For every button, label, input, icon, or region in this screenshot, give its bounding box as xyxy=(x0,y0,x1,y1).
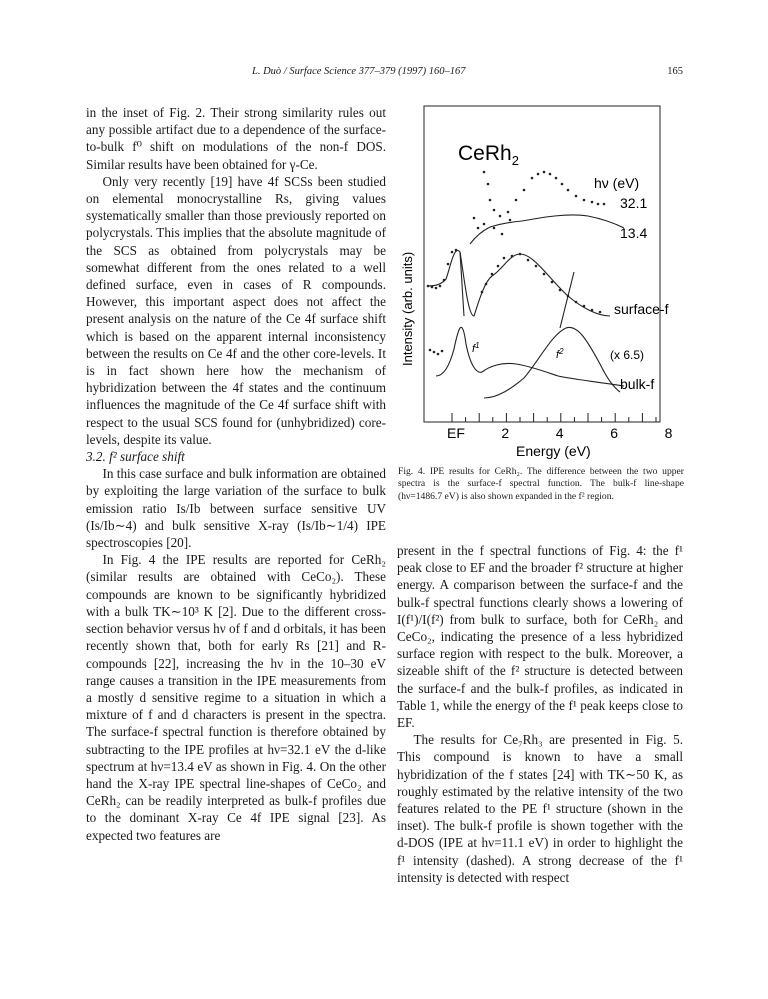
data-point xyxy=(429,349,432,352)
data-point xyxy=(483,171,486,174)
data-point xyxy=(441,350,444,353)
data-point xyxy=(451,251,454,254)
data-point xyxy=(583,199,586,202)
spectrum-bulk-f-expanded xyxy=(484,327,620,398)
label-f1: $f^1$ xyxy=(472,341,480,355)
data-point xyxy=(493,227,496,230)
ipe-spectra-plot xyxy=(398,104,686,460)
data-point xyxy=(575,195,578,198)
data-point xyxy=(435,287,438,290)
data-point xyxy=(537,173,540,176)
data-point xyxy=(597,203,600,206)
data-point xyxy=(489,199,492,202)
data-point xyxy=(503,257,506,260)
data-point xyxy=(427,285,430,288)
data-point xyxy=(567,295,570,298)
data-point xyxy=(439,285,442,288)
running-header xyxy=(0,66,768,82)
data-point xyxy=(487,183,490,186)
data-point xyxy=(447,263,450,266)
page-number: 165 xyxy=(667,66,683,77)
data-point xyxy=(491,273,494,276)
x-tick-label: 6 xyxy=(610,425,618,441)
label-f2: $f^2$ xyxy=(556,347,564,361)
data-point xyxy=(501,233,504,236)
data-point xyxy=(583,305,586,308)
x-tick-label: 8 xyxy=(664,425,673,441)
paragraph: The results for Ce₇Rh₃ are presented in Fig. 5. This compound is known to have a small hybridization of the f states [24] with TK∼50 K, as roughly estimated by the relative intensity of the two features related to the PE f¹ structure (shown in the inset). The bulk-f profile is shown together with the d-DOS (IPE at hν=11.1 eV) in order to highlight the f¹ intensity (dashed). A strong decrease of the f¹ intensity is detected with respect xyxy=(397,732,683,885)
data-point xyxy=(497,265,500,268)
data-point xyxy=(555,177,558,180)
x-axis-tick-labels xyxy=(447,425,673,441)
paragraph: present in the f spectral functions of Fig. 4: the f¹ peak close to EF and the broader f² structure at higher energy. A comparison between the surface-f and the bulk-f spectral functions clearly shows a lowering of I(f¹)/I(f²) from bulk to surface, both for CeRh₂ and CeCo₂, indicating the presence of a less hybridized surface region with respect to the bulk. Moreover, a sizeable shift of the f² structure is detected between the surface-f and the bulk-f profiles, as indicated in Table 1, while the energy of the f¹ peak keeps close to EF. xyxy=(397,543,683,731)
data-point xyxy=(535,265,538,268)
data-point xyxy=(561,183,564,186)
data-point xyxy=(559,289,562,292)
paragraph: In this case surface and bulk information are obtained by exploiting the large variation of the surface to bulk emission ratio Is/Ib between surface sensitive UV (Is/Ib∼4) and bulk sensitive X-ray (Is/Ib∼1/4) IPE spectroscopies [20]. xyxy=(86,466,386,551)
data-point xyxy=(531,177,534,180)
right-column xyxy=(397,542,683,886)
spectrum-13-4 xyxy=(470,215,624,244)
data-point xyxy=(437,353,440,356)
data-point xyxy=(543,171,546,174)
y-axis-label: Intensity (arb. units) xyxy=(400,251,415,366)
label-32-1: 32.1 xyxy=(620,195,648,211)
data-point xyxy=(523,189,526,192)
x-axis-label: Energy (eV) xyxy=(516,443,591,459)
data-point xyxy=(599,311,602,314)
data-point xyxy=(485,283,488,286)
x-tick-label: 2 xyxy=(501,425,510,441)
x-tick-label: EF xyxy=(447,425,465,441)
data-point xyxy=(433,351,436,354)
data-point xyxy=(591,201,594,204)
paragraph: In Fig. 4 the IPE results are reported for CeRh₂ (similar results are obtained with CeCo₂). These compounds are known to be significantly hybridized with a bulk TK∼10³ K [2]. Due to the different cross-section behavior versus hν of f and d orbitals, it has been recently shown that, both for early Rs [21] and R-compounds [22], increasing the hν in the 10–30 eV range causes a transition in the IPE measurements from a mostly d sensitive regime to a situation in which a mixture of f and d characters is present in the spectra. The surface-f spectral function is therefore obtained by subtracting to the IPE profiles at hν=32.1 eV the d-like spectrum at hν=13.4 eV as shown in Fig. 4. On the other hand the X-ray IPE spectral line-shapes of CeCo₂ and CeRh₂ can be readily interpreted as bulk-f profiles due to the dominant X-ray Ce 4f IPE signal [23]. As expected two features are xyxy=(86,552,386,843)
left-column xyxy=(86,104,386,844)
label-13-4: 13.4 xyxy=(620,225,648,241)
x-tick-label: 4 xyxy=(555,425,564,441)
compound-label: CeRh$_2$ xyxy=(458,142,519,168)
data-point xyxy=(515,199,518,202)
data-points xyxy=(427,171,606,356)
f2-marker xyxy=(560,272,574,328)
label-x6-5: (x 6.5) xyxy=(610,348,645,362)
running-head: L. Duò / Surface Science 377–379 (1997) 160–167 xyxy=(252,66,466,77)
data-point xyxy=(511,255,514,258)
data-point xyxy=(591,309,594,312)
data-point xyxy=(603,203,606,206)
data-point xyxy=(493,209,496,212)
data-point xyxy=(473,217,476,220)
data-point xyxy=(575,301,578,304)
data-point xyxy=(481,291,484,294)
data-point xyxy=(443,279,446,282)
data-point xyxy=(477,227,480,230)
label-bulk-f: bulk-f xyxy=(620,376,655,392)
data-point xyxy=(455,249,458,252)
data-point xyxy=(527,259,530,262)
data-point xyxy=(499,215,502,218)
x-axis-ticks xyxy=(452,413,656,422)
figure-4 xyxy=(398,104,686,460)
spectrum-surface-f xyxy=(428,250,610,316)
paragraph: in the inset of Fig. 2. Their strong similarity rules out any possible artifact due to a dependence of the surface-to-bulk f⁰ shift on modulations of the non-f DOS. Similar results have been obtained for γ-Ce. xyxy=(86,105,386,172)
data-point xyxy=(551,281,554,284)
data-point xyxy=(483,223,486,226)
section-title: 3.2. f² surface shift xyxy=(86,449,185,465)
data-point xyxy=(543,273,546,276)
data-point xyxy=(549,173,552,176)
figure-caption: Fig. 4. IPE results for CeRh₂. The difference between the two upper spectra is the surface-f spectral function. The bulk-f line-shape (hν=1486.7 eV) is also shown expanded in the f² region. xyxy=(398,466,684,502)
label-surface-f: surface-f xyxy=(614,301,669,317)
data-point xyxy=(567,189,570,192)
data-point xyxy=(519,253,522,256)
hv-label: hν (eV) xyxy=(594,175,640,191)
data-point xyxy=(507,211,510,214)
data-point xyxy=(509,219,512,222)
data-point xyxy=(431,286,434,289)
paragraph: Only very recently [19] have 4f SCSs been studied on elemental monocrystalline Rs, giving values systematically smaller than those previously reported on polycrystals. This implies that the absolute magnitude of the SCS as obtained from polycrystals may be somewhat different from the ones related to a well defined surface, even in cases of R compounds. However, this important aspect does not affect the present analysis on the nature of the Ce 4f surface shift which is based on the apparent internal inconsistency between the results on Ce 4f and the other core-levels. It is in fact shown here how the mechanism of hybridization between the 4f states and the continuum influences the magnitude of the Ce 4f surface shift with respect to the usual SCS found for (unhybridized) core-levels, despite its value. xyxy=(86,173,386,447)
